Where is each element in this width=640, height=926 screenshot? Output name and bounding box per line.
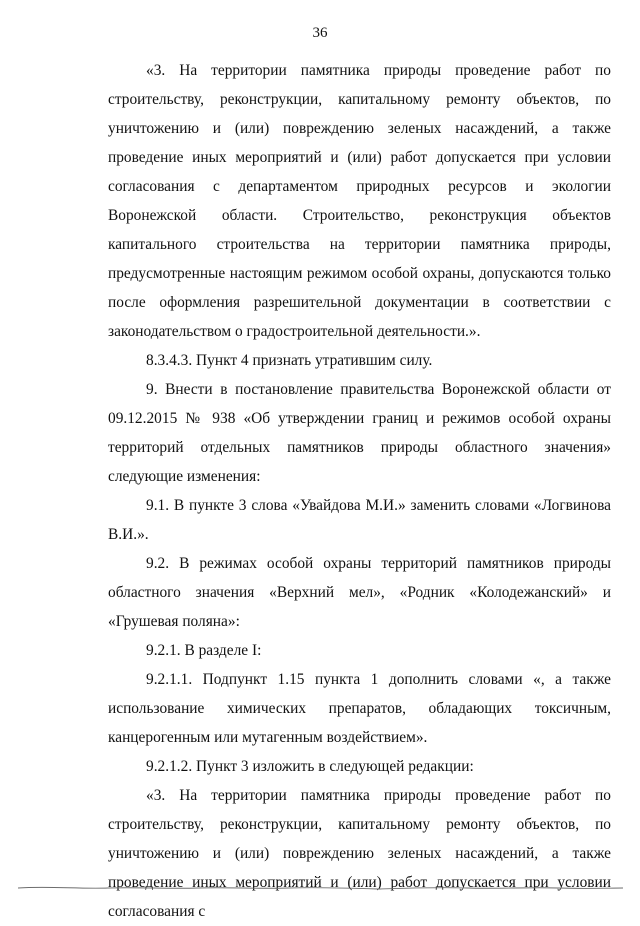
page-number: 36 (312, 25, 328, 41)
paragraph-6: 9.2.1. В разделе I: (146, 642, 262, 659)
document-body (108, 56, 611, 926)
scan-noise-line (18, 883, 623, 885)
paragraph-3: 9. Внести в постановление правительства Воронежской области от 09.12.2015 № 938 «Об утверждении границ и режимов особой охраны территорий отдельных памятников природы областного значения» следующие изменения: (108, 381, 611, 485)
paragraph-7: 9.2.1.1. Подпункт 1.15 пункта 1 дополнить словами «, а также использование химических препаратов, обладающих токсичным, канцерогенным или мутагенным воздействием». (108, 671, 611, 746)
paragraph-4: 9.1. В пункте 3 слова «Увайдова М.И.» заменить словами «Логвинова В.И.». (108, 497, 611, 543)
paragraph-5: 9.2. В режимах особой охраны территорий памятников природы областного значения «Верхний мел», «Родник «Колодежанский» и «Грушевая поляна»: (108, 555, 611, 630)
paragraph-1: «3. На территории памятника природы проведение работ по строительству, реконструкции, капитальному ремонту объектов, по уничтожению и (или) повреждению зеленых насаждений, а также проведение иных мероприятий и (или) работ допускается при условии согласования с департаментом природных ресурсов и экологии Воронежской области. Строительство, реконструкция объектов капитального строительства на территории памятника природы, предусмотренные настоящим режимом особой охраны, допускаются только после оформления разрешительной документации в соответствии с законодательством о градостроительной деятельности.». (108, 62, 611, 340)
scan-noise-path (18, 887, 623, 889)
scan-noise-svg (18, 883, 623, 893)
paragraph-8: 9.2.1.2. Пункт 3 изложить в следующей редакции: (146, 758, 474, 775)
paragraph-9: «3. На территории памятника природы проведение работ по строительству, реконструкции, капитальному ремонту объектов, по уничтожению и (или) повреждению зеленых насаждений, а также проведение иных мероприятий и (или) работ допускается при условии согласования с (108, 787, 611, 920)
paragraph-2: 8.3.4.3. Пункт 4 признать утратившим силу. (146, 352, 433, 369)
